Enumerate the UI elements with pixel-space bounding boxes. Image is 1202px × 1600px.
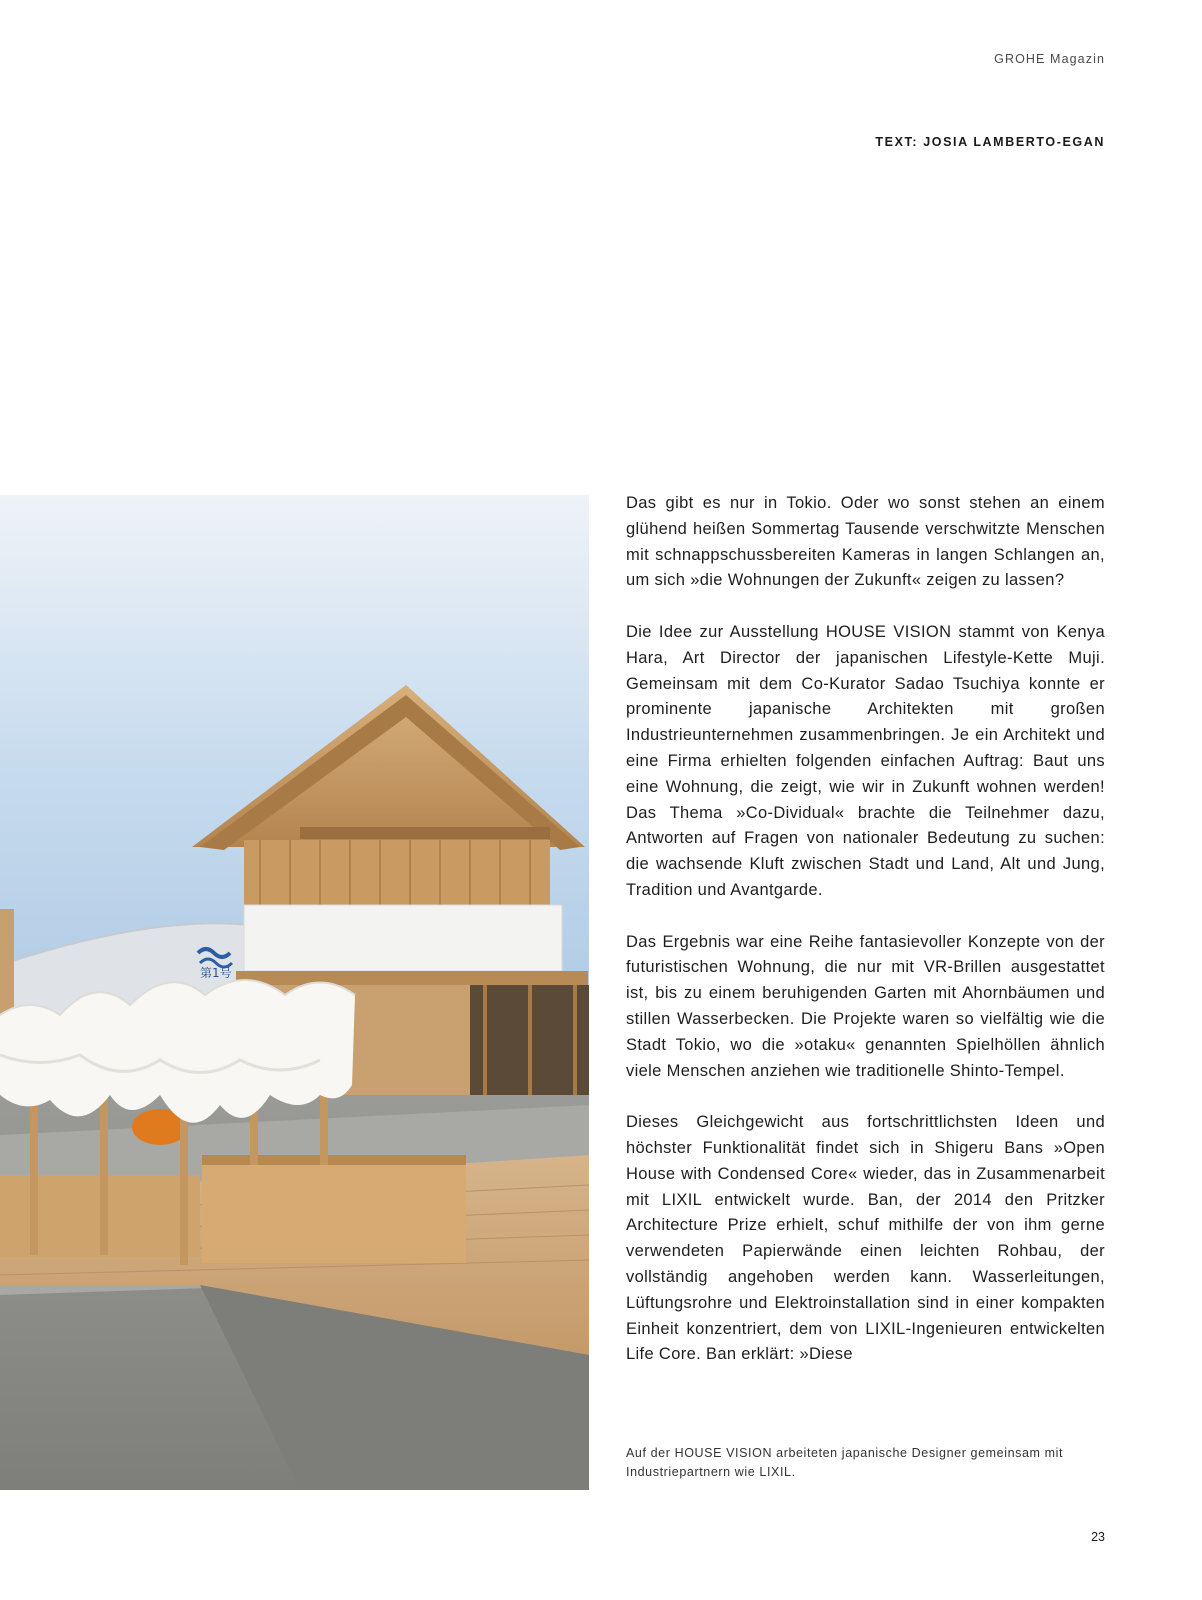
article-paragraph: Die Idee zur Ausstellung HOUSE VISION stammt von Kenya Hara, Art Director der japanischen Lifestyle-Kette Muji. Gemeinsam mit dem Co-Kurator Sadao Tsuchiya konnte er prominente japanische Architekten mit großen Industrieunternehmen zusammenbringen. Je ein Architekt und eine Firma erhielten folgenden einfachen Auftrag: Baut uns eine Wohnung, die zeigt, wie wir in Zukunft wohnen werden! Das Thema »Co-Dividual« brachte die Teilnehmer dazu, Antworten auf Fragen von nationaler Bedeutung zu suchen: die wachsende Kluft zwischen Stadt und Land, Alt und Jung, Tradition und Avantgarde. (626, 622, 1105, 899)
article-paragraph: Das gibt es nur in Tokio. Oder wo sonst stehen an einem glühend heißen Sommertag Tausende verschwitzte Menschen mit schnappschussbereiten Kameras in langen Schlangen an, um sich »die Wohnungen der Zukunft« zeigen zu lassen? (626, 494, 1105, 590)
article-paragraph: Das Ergebnis war eine Reihe fantasievoller Konzepte von der futuristischen Wohnung, die nur mit VR-Brillen ausgestattet ist, bis zu einem beruhigenden Garten mit Ahornbäumen und stillen Wasserbecken. Die Projekte waren so vielfältig wie die Stadt Tokio, wo die »otaku« genannten Spielhöllen ähnlich viele Menschen anziehen wie traditionelle Shinto-Tempel. (626, 932, 1105, 1080)
exhibition-photo (0, 495, 589, 1490)
page-number: 23 (1091, 1530, 1105, 1544)
photo-caption: Auf der HOUSE VISION arbeiteten japanische Designer gemeinsam mit Industriepartnern wie LIXIL. (626, 1446, 1064, 1479)
hangar-sign: 第1号 (200, 966, 232, 980)
article-body (626, 491, 1105, 1394)
magazine-name: GROHE Magazin (994, 52, 1105, 66)
byline: TEXT: JOSIA LAMBERTO-EGAN (875, 135, 1105, 149)
article-paragraph: Dieses Gleichgewicht aus fortschrittlichsten Ideen und höchster Funktionalität findet sich in Shigeru Bans »Open House with Condensed Core« wieder, das in Zusammenarbeit mit LIXIL entwickelt wurde. Ban, der 2014 den Pritzker Architecture Prize erhielt, schuf mithilfe der von ihm gerne verwendeten Papierwände einen leichten Rohbau, der vollständig angehoben werden kann. Wasserleitungen, Lüftungsrohre und Elektroinstallation sind in einer kompakten Einheit konzentriert, dem von LIXIL-Ingenieuren entwickelten Life Core. Ban erklärt: »Diese (626, 1113, 1105, 1364)
